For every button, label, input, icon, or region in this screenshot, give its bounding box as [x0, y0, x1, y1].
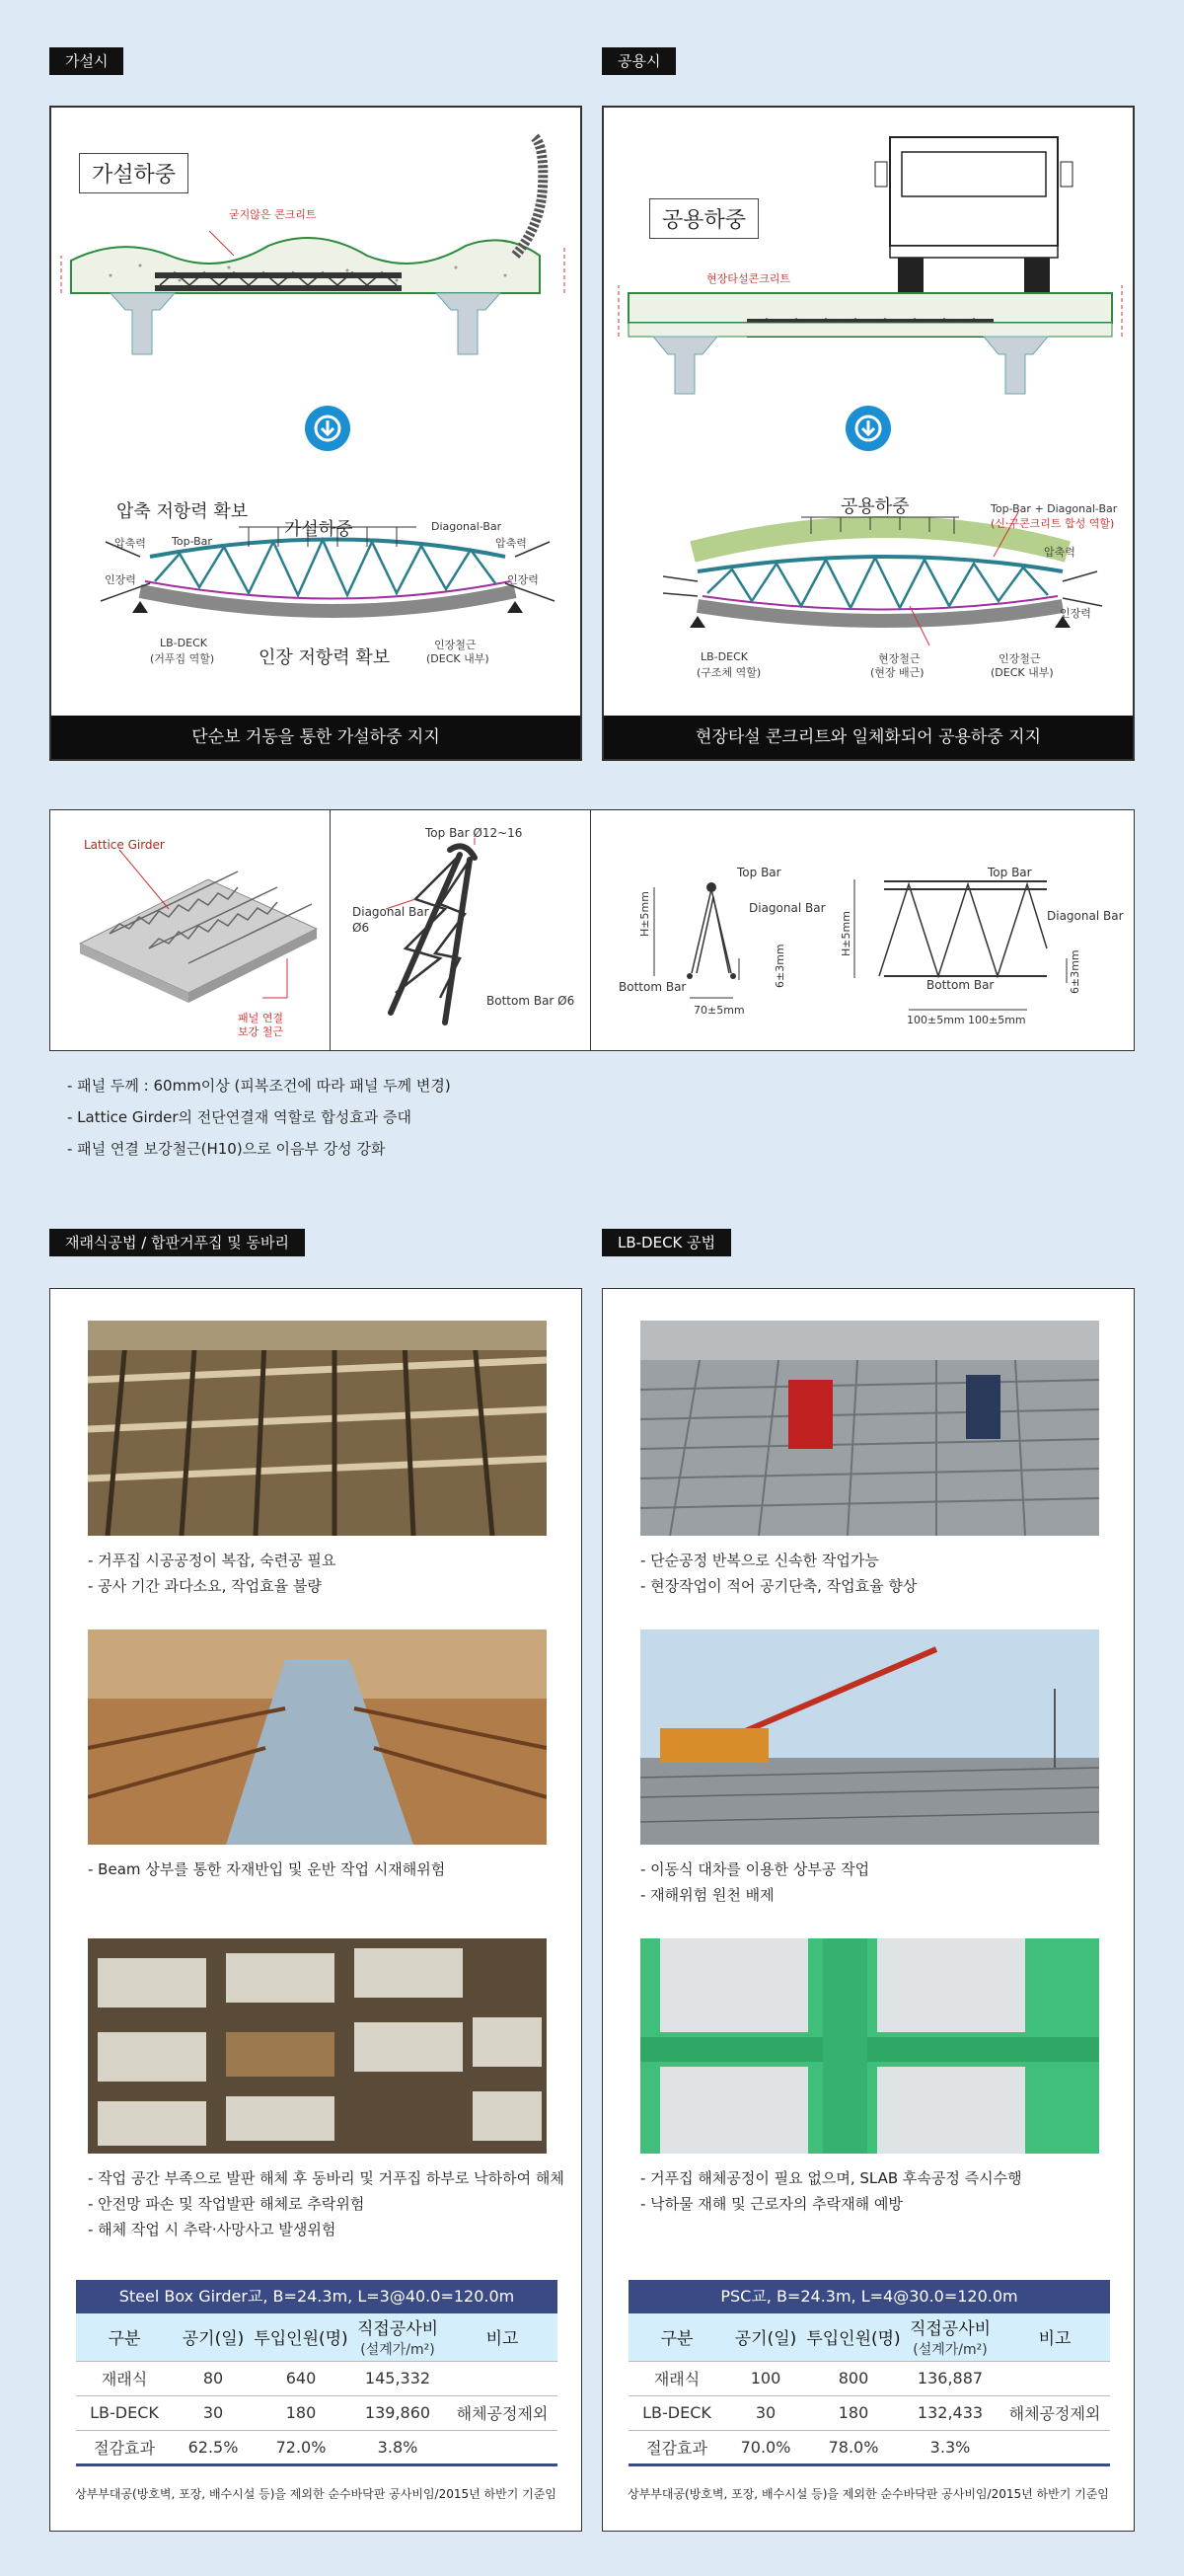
table-cell: 100 — [725, 2361, 806, 2395]
compression-secure-label: 압축 저항력 확보 — [116, 501, 249, 522]
tension-left-label: 인장력 — [105, 573, 136, 586]
panel-rebar-label: 패널 연결 — [238, 1012, 284, 1024]
temporary-load-panel — [49, 106, 582, 761]
table-cell: 139,860 — [348, 2395, 447, 2430]
caption-line: - 낙하물 재해 및 근로자의 추락재해 예방 — [640, 2195, 903, 2213]
table-cell: 해체공정제외 — [999, 2395, 1110, 2430]
section-six-dim: 6±3mm — [774, 944, 786, 988]
service-load-panel — [602, 106, 1135, 761]
table-cell — [447, 2430, 557, 2464]
conventional-caption-3 — [88, 2165, 564, 2242]
table-cell: 72.0% — [254, 2430, 348, 2464]
top-bar-dia-label: Top Bar Ø12~16 — [425, 826, 523, 840]
compression-left-label: 압축력 — [114, 537, 146, 550]
table-cell: 145,332 — [348, 2361, 447, 2395]
table-cell: 78.0% — [806, 2430, 901, 2464]
table-cell: 640 — [254, 2361, 348, 2395]
compression-right-label: 압축력 — [495, 537, 527, 550]
caption-line: - 거푸집 해체공정이 필요 없으며, SLAB 후속공정 즉시수행 — [640, 2169, 1022, 2187]
tag-conventional: 재래식공법 / 합판거푸집 및 동바리 — [49, 1229, 305, 1256]
table-cell: 800 — [806, 2361, 901, 2395]
header-cell: 구분 — [629, 2313, 725, 2361]
caption-line: - 거푸집 시공공정이 복잡, 숙련공 필요 — [88, 1552, 336, 1569]
caption-line: - 재해위험 원천 배제 — [640, 1886, 775, 1904]
diagonal-dia-label: Ø6 — [352, 921, 370, 935]
table-row — [76, 2430, 557, 2464]
tension-label: 인장력 — [1060, 607, 1091, 620]
cast-concrete-label: 현장타설콘크리트 — [706, 272, 791, 285]
table-cell: 재래식 — [76, 2361, 173, 2395]
table-row — [76, 2395, 557, 2430]
table-cell: 3.8% — [348, 2430, 447, 2464]
panel-rebar-label-2: 보강 철근 — [238, 1025, 284, 1038]
fresh-concrete-label: 굳지않은 콘크리트 — [229, 208, 317, 221]
caption-line: - 현장작업이 적어 공기단축, 작업효율 향상 — [640, 1577, 918, 1595]
table-row — [629, 2395, 1110, 2430]
caption-line: - Beam 상부를 통한 자재반입 및 운반 작업 시재해위험 — [88, 1860, 446, 1878]
table-cell: 80 — [173, 2361, 254, 2395]
lbdeck-label: LB-DECK — [160, 637, 207, 649]
caption-line: - 해체 작업 시 추락·사망사고 발생위험 — [88, 2221, 336, 2238]
tension-rebar-sub-label: (DECK 내부) — [426, 652, 489, 665]
table-cell: LB-DECK — [629, 2395, 725, 2430]
table-cell: 62.5% — [173, 2430, 254, 2464]
header-main: 직접공사비 — [356, 2319, 439, 2340]
site-rebar-label: 현장철근 — [878, 652, 921, 665]
top-diagonal-bar-sub-label: (신·구콘크리트 합성 역할) — [991, 517, 1115, 530]
bullet-item: - 패널 연결 보강철근(H10)으로 이음부 강성 강화 — [67, 1140, 386, 1158]
header-cell: 공기(일) — [725, 2313, 806, 2361]
table-cell — [999, 2361, 1110, 2395]
table-cell: 절감효과 — [629, 2430, 725, 2464]
table-cell: 30 — [725, 2395, 806, 2430]
header-cell: 구분 — [76, 2313, 173, 2361]
header-cell — [901, 2313, 999, 2361]
table-cell: 136,887 — [901, 2361, 999, 2395]
table-cell: 30 — [173, 2395, 254, 2430]
conventional-caption-1 — [88, 1548, 335, 1599]
tension-rebar-label: 인장철근 — [999, 652, 1041, 665]
lattice-girder-label: Lattice Girder — [84, 838, 165, 852]
header-sub: (설계가/m²) — [360, 2342, 435, 2359]
table-cell: 3.3% — [901, 2430, 999, 2464]
conventional-photo-2 — [88, 1629, 547, 1845]
caption-line: - 단순공정 반복으로 신속한 작업가능 — [640, 1552, 879, 1569]
lattice-bullets — [67, 1073, 451, 1162]
lbdeck-photo-3 — [640, 1938, 1099, 2154]
bullet-item: - 패널 두께 : 60mm이상 (피복조건에 따라 패널 두께 변경) — [67, 1077, 451, 1095]
table-cell: 재래식 — [629, 2361, 725, 2395]
tension-rebar-sub-label: (DECK 내부) — [991, 666, 1054, 679]
lbdeck-sub-label: (구조체 역할) — [697, 666, 762, 679]
section-bottom-bar-label: Bottom Bar — [619, 980, 687, 994]
tag-temporary: 가설시 — [49, 47, 123, 75]
table-cell — [447, 2361, 557, 2395]
lbdeck-sub-label: (거푸집 역할) — [150, 652, 215, 665]
header-main: 직접공사비 — [909, 2319, 992, 2340]
tension-rebar-label: 인장철근 — [434, 639, 477, 651]
table-cell: 180 — [254, 2395, 348, 2430]
diagonal-bar-label: Diagonal Bar — [352, 905, 429, 919]
compression-label: 압축력 — [1044, 546, 1075, 559]
lbdeck-caption-2 — [640, 1856, 869, 1908]
elev-diagonal-bar-label: Diagonal Bar — [1047, 909, 1124, 923]
top-diagonal-bar-label: Top-Bar + Diagonal-Bar — [991, 502, 1118, 515]
lbdeck-photo-2 — [640, 1629, 1099, 1845]
service-load-label: 공용하중 — [841, 496, 910, 517]
psc-table — [629, 2313, 1110, 2466]
tag-service: 공용시 — [602, 47, 676, 75]
tag-lbdeck: LB-DECK 공법 — [602, 1229, 731, 1256]
section-diagonal-bar-label: Diagonal Bar — [749, 901, 826, 915]
elev-six-dim: 6±3mm — [1069, 949, 1081, 994]
lbdeck-caption-3 — [640, 2165, 1022, 2217]
elev-height-dim: H±5mm — [840, 911, 852, 956]
steel-box-table-note: 상부부대공(방호벽, 포장, 배수시설 등)을 제외한 순수바닥판 공사비임/2015년 하반기 기준임 — [75, 2487, 556, 2501]
caption-line: - 이동식 대차를 이용한 상부공 작업 — [640, 1860, 870, 1878]
header-cell: 비고 — [999, 2313, 1110, 2361]
lbdeck-photo-1 — [640, 1321, 1099, 1536]
table-cell: 180 — [806, 2395, 901, 2430]
psc-table-title: PSC교, B=24.3m, L=4@30.0=120.0m — [629, 2280, 1110, 2313]
table-cell: 해체공정제외 — [447, 2395, 557, 2430]
elev-bottom-bar-label: Bottom Bar — [926, 978, 995, 992]
site-rebar-sub-label: (현장 배근) — [870, 666, 925, 679]
bullet-item: - Lattice Girder의 전단연결재 역할로 합성효과 증대 — [67, 1108, 411, 1126]
psc-table-note: 상부부대공(방호벽, 포장, 배수시설 등)을 제외한 순수바닥판 공사비임/2015년 하반기 기준임 — [628, 2487, 1109, 2501]
caption-line: - 안전망 파손 및 작업발판 해체로 추락위험 — [88, 2195, 365, 2213]
header-cell: 공기(일) — [173, 2313, 254, 2361]
temporary-load-label: 가설하중 — [284, 519, 353, 540]
section-height-dim: H±5mm — [638, 891, 651, 937]
header-cell — [348, 2313, 447, 2361]
table-row — [629, 2430, 1110, 2464]
steel-box-table-title: Steel Box Girder교, B=24.3m, L=3@40.0=120.0m — [76, 2280, 557, 2313]
table-header-row — [629, 2313, 1110, 2361]
down-arrow-icon — [846, 406, 891, 451]
temporary-load-box: 가설하중 — [79, 153, 188, 193]
tension-secure-label: 인장 저항력 확보 — [259, 647, 391, 668]
service-footer: 현장타설 콘크리트와 일체화되어 공용하중 지지 — [604, 716, 1133, 759]
header-cell: 투입인원(명) — [806, 2313, 901, 2361]
table-row — [76, 2361, 557, 2395]
section-seventy-dim: 70±5mm — [694, 1004, 745, 1017]
lbdeck-panel — [602, 1288, 1135, 2532]
diagonal-bar-label: Diagonal-Bar — [431, 520, 502, 533]
steel-box-table — [76, 2313, 557, 2466]
lbdeck-caption-1 — [640, 1548, 917, 1599]
temporary-footer: 단순보 거동을 통한 가설하중 지지 — [51, 716, 580, 759]
table-cell: 절감효과 — [76, 2430, 173, 2464]
table-header-row — [76, 2313, 557, 2361]
bottom-bar-dia-label: Bottom Bar Ø6 — [486, 994, 575, 1008]
table-cell: 132,433 — [901, 2395, 999, 2430]
conventional-caption-2 — [88, 1856, 445, 1882]
caption-line: - 작업 공간 부족으로 발판 해체 후 동바리 및 거푸집 하부로 낙하하여 해체 — [88, 2169, 564, 2187]
tension-right-label: 인장력 — [507, 573, 539, 586]
table-cell: LB-DECK — [76, 2395, 173, 2430]
table-cell — [999, 2430, 1110, 2464]
elev-hundred-dim-2: 100±5mm — [968, 1014, 1026, 1026]
elev-top-bar-label: Top Bar — [988, 866, 1032, 879]
top-bar-label: Top-Bar — [172, 535, 212, 548]
section-top-bar-label: Top Bar — [737, 866, 781, 879]
conventional-panel — [49, 1288, 582, 2532]
elev-hundred-dim-1: 100±5mm — [907, 1014, 965, 1026]
header-cell: 비고 — [447, 2313, 557, 2361]
table-row — [629, 2361, 1110, 2395]
down-arrow-icon — [305, 406, 350, 451]
lattice-girder-panel — [49, 809, 1135, 1051]
conventional-photo-3 — [88, 1938, 547, 2154]
service-load-box: 공용하중 — [649, 198, 759, 239]
lbdeck-label: LB-DECK — [701, 650, 748, 663]
header-cell: 투입인원(명) — [254, 2313, 348, 2361]
header-sub: (설계가/m²) — [913, 2342, 988, 2359]
conventional-photo-1 — [88, 1321, 547, 1536]
table-cell: 70.0% — [725, 2430, 806, 2464]
caption-line: - 공사 기간 과다소요, 작업효율 불량 — [88, 1577, 322, 1595]
